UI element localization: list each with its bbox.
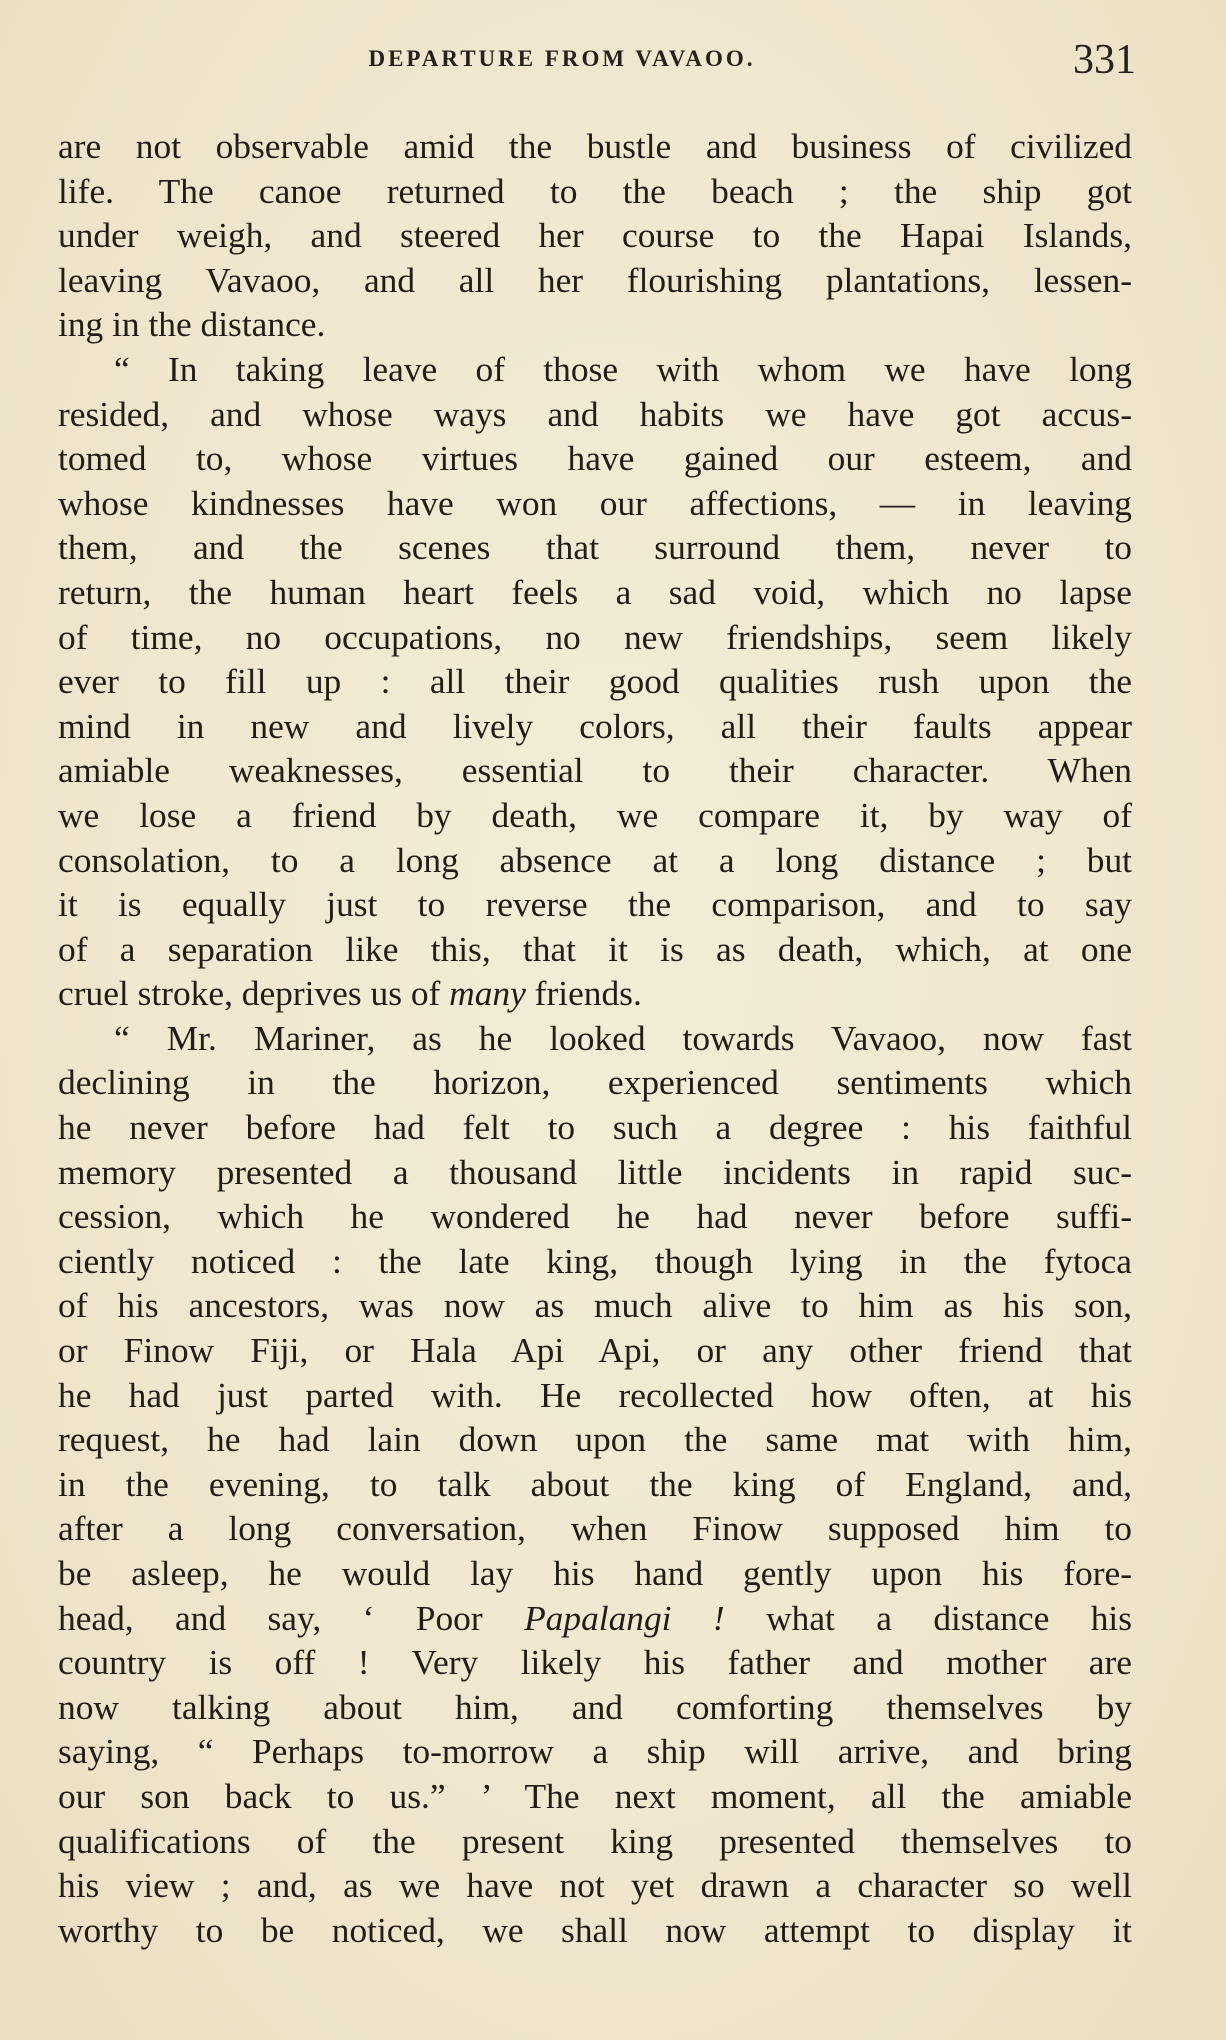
italic-word: Papalangi ! [524, 1597, 725, 1638]
text-segment: cruel stroke, deprives us of [58, 973, 450, 1014]
body-text [58, 124, 1132, 1952]
text-line: of a separation like this, that it is as death, which, at one [58, 928, 1132, 969]
text-line: country is off ! Very likely his father and mother are [58, 1642, 1132, 1683]
text-segment: head, and say, ‘ Poor [58, 1597, 525, 1638]
text-line: “ In taking leave of those with whom we have long [114, 348, 1132, 389]
text-line [58, 971, 1132, 1016]
text-line: ever to fill up : all their good qualities rush upon the [58, 661, 1132, 702]
text-segment: what a distance his [724, 1597, 1132, 1638]
text-line: be asleep, he would lay his hand gently upon his fore- [58, 1553, 1132, 1593]
text-line: them, and the scenes that surround them, never to [58, 527, 1132, 568]
text-line: he had just parted with. He recollected how often, at his [58, 1374, 1132, 1415]
text-line: we lose a friend by death, we compare it, by way of [58, 794, 1132, 835]
running-title: DEPARTURE FROM VAVAOO. [368, 46, 756, 71]
text-line: worthy to be noticed, we shall now attempt to display it [58, 1909, 1132, 1950]
text-line [58, 1596, 1132, 1641]
text-line: it is equally just to reverse the comparison, and to say [58, 884, 1132, 925]
text-line: in the evening, to talk about the king of England, and, [58, 1463, 1132, 1504]
text-line: life. The canoe returned to the beach ; the ship got [58, 170, 1132, 211]
text-line: ing in the distance. [58, 304, 326, 345]
running-head [58, 37, 1136, 84]
text-line: saying, “ Perhaps to-morrow a ship will arrive, and bring [58, 1731, 1132, 1772]
text-line: our son back to us.” ’ The next moment, all the amiable [58, 1775, 1132, 1816]
text-line: he never before had felt to such a degree : his faithful [58, 1107, 1132, 1148]
text-line: amiable weaknesses, essential to their character. When [58, 750, 1132, 791]
text-line: or Finow Fiji, or Hala Api Api, or any other friend that [58, 1330, 1132, 1371]
text-line: resided, and whose ways and habits we have got accus- [58, 393, 1132, 434]
text-line: declining in the horizon, experienced sentiments which [58, 1062, 1132, 1103]
text-line: consolation, to a long absence at a long distance ; but [58, 839, 1132, 880]
text-line: are not observable amid the bustle and business of civilized [58, 126, 1132, 166]
text-line: ciently noticed : the late king, though lying in the fytoca [58, 1240, 1132, 1281]
page-number: 331 [1073, 37, 1136, 83]
text-line: now talking about him, and comforting themselves by [58, 1686, 1132, 1727]
paragraph [58, 1016, 1132, 1952]
text-line: after a long conversation, when Finow supposed him to [58, 1508, 1132, 1549]
text-line: his view ; and, as we have not yet drawn a character so well [58, 1865, 1132, 1906]
text-line: under weigh, and steered her course to the Hapai Islands, [58, 215, 1132, 256]
text-line: leaving Vavaoo, and all her flourishing plantations, lessen- [58, 259, 1132, 300]
text-line: of his ancestors, was now as much alive to him as his son, [58, 1285, 1132, 1326]
text-line: return, the human heart feels a sad void, which no lapse [58, 571, 1132, 612]
text-line: request, he had lain down upon the same mat with him, [58, 1419, 1132, 1460]
text-line: mind in new and lively colors, all their faults appear [58, 705, 1132, 746]
text-line: qualifications of the present king presented themselves to [58, 1820, 1132, 1861]
paragraph [58, 124, 1132, 347]
text-line: whose kindnesses have won our affections, — in leaving [58, 482, 1132, 523]
text-line: of time, no occupations, no new friendships, seem likely [58, 616, 1132, 657]
text-segment: friends. [525, 973, 642, 1014]
text-line: “ Mr. Mariner, as he looked towards Vavaoo, now fast [114, 1017, 1132, 1058]
text-line: cession, which he wondered he had never before suffi- [58, 1196, 1132, 1237]
text-line: tomed to, whose virtues have gained our esteem, and [58, 438, 1132, 479]
paragraph [58, 347, 1132, 1016]
text-line: memory presented a thousand little incidents in rapid suc- [58, 1151, 1132, 1192]
italic-word: many [449, 973, 526, 1014]
